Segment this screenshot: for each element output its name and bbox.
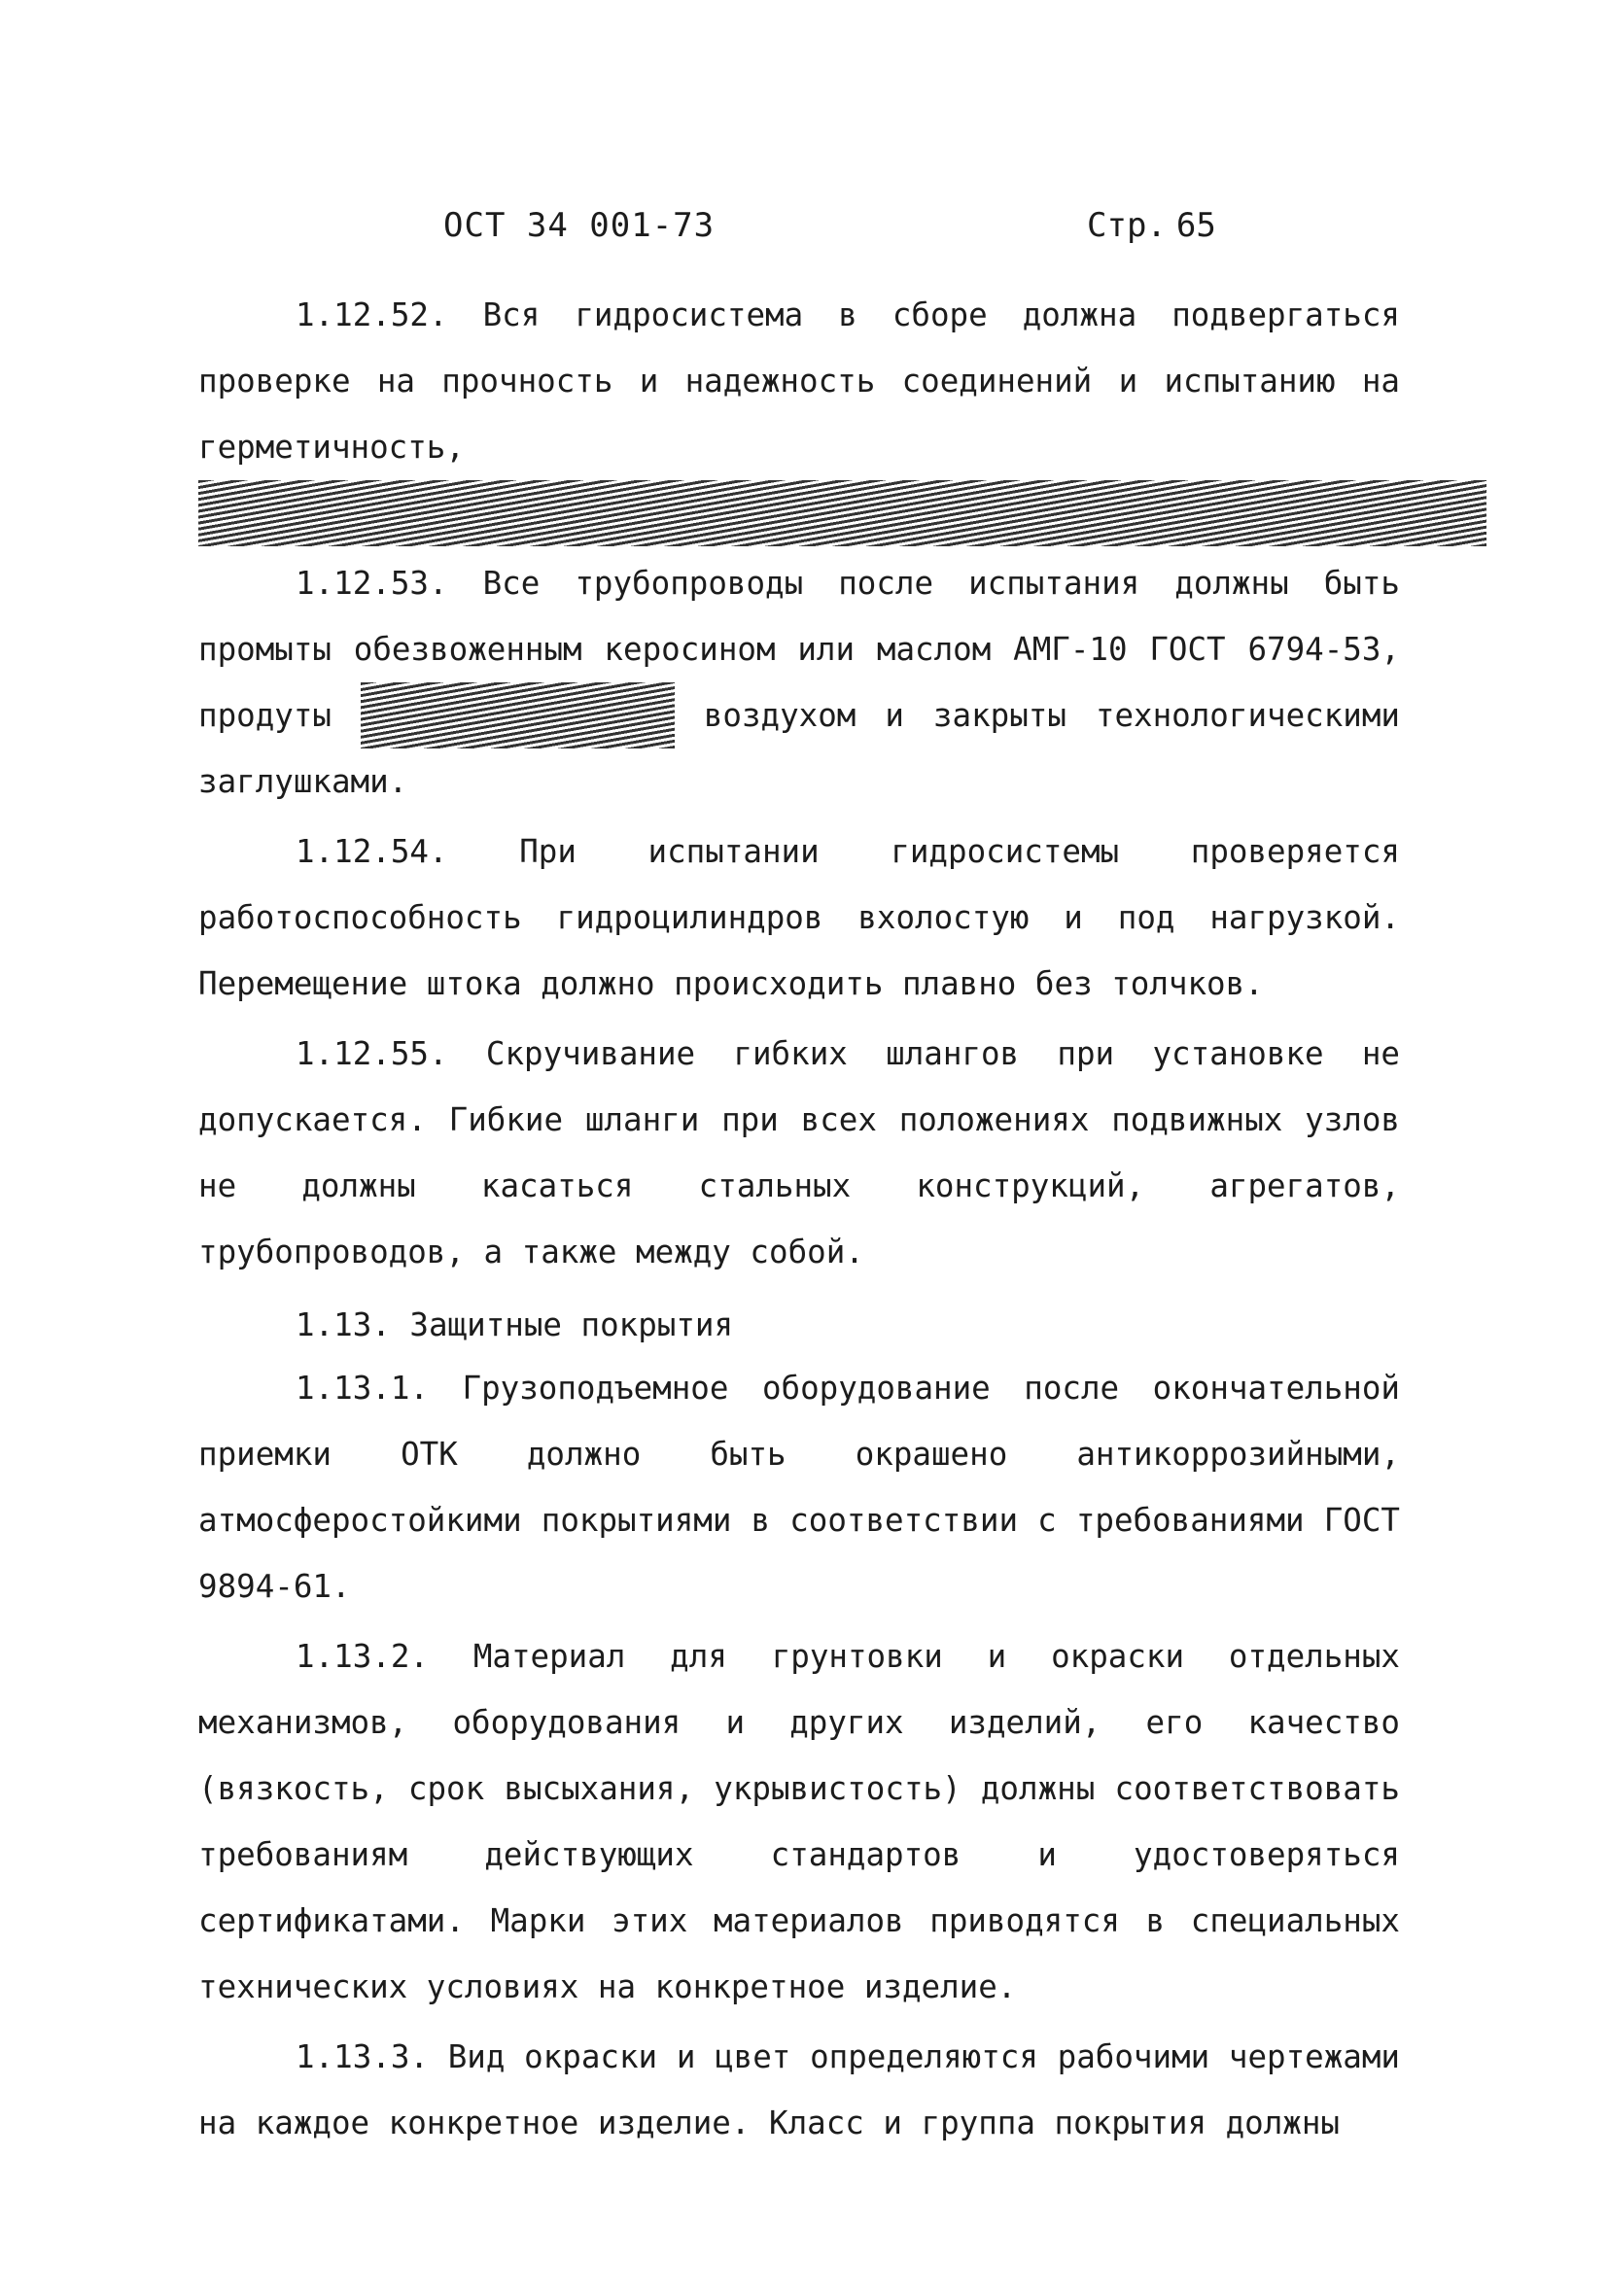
paragraph-number: 1.13.2. xyxy=(296,1638,429,1675)
struck-through-text xyxy=(198,480,1486,546)
document-body xyxy=(198,282,1400,2156)
paragraph-1-13-3 xyxy=(198,2024,1400,2156)
paragraph-1-12-55 xyxy=(198,1021,1400,1285)
page-label: Стр. xyxy=(1087,206,1167,245)
struck-through-text xyxy=(361,682,675,748)
paragraph-text: Скручивание гибких шлангов при установке не допускается. Гибкие шланги при всех положениях подвижных узлов не должны касаться стальных конструкций, агрегатов, трубопроводов, а также между собой. xyxy=(198,1035,1400,1270)
paragraph-number: 1.12.52. xyxy=(296,296,448,333)
page-number-label xyxy=(1087,206,1216,245)
paragraph-text: Вид окраски и цвет определяются рабочими чертежами на каждое конкретное изделие. Класс и группа покрытия должны xyxy=(198,2038,1400,2141)
paragraph-number: 1.12.54. xyxy=(296,833,448,870)
paragraph-text: Все трубопроводы после испытания должны быть промыты обезвоженным керосином или маслом АМГ-10 ГОСТ 6794-53, продуты xyxy=(198,565,1400,734)
section-title: Защитные покрытия xyxy=(409,1306,734,1343)
paragraph-text: Материал для грунтовки и окраски отдельных механизмов, оборудования и других изделий, его качество (вязкость, срок высыхания, укрывистость) должны соответствовать требованиям действующих стандартов и удостоверяться сертификатами. Марки этих материалов приводятся в специальных технических условиях на конкретное изделие. xyxy=(198,1638,1400,2005)
paragraph-text: Грузоподъемное оборудование после окончательной приемки ОТК должно быть окрашено антикоррозийными, атмосферостойкими покрытиями в соответствии с требованиями ГОСТ 9894-61. xyxy=(198,1370,1400,1605)
paragraph-1-12-52 xyxy=(198,282,1400,546)
paragraph-text: При испытании гидросистемы проверяется работоспособность гидроцилиндров вхолостую и под нагрузкой. Перемещение штока должно происходить плавно без толчков. xyxy=(198,833,1400,1002)
paragraph-1-12-53 xyxy=(198,550,1400,815)
paragraph-1-13-1 xyxy=(198,1355,1400,1619)
paragraph-number: 1.12.53. xyxy=(296,565,448,602)
paragraph-number: 1.12.55. xyxy=(296,1035,448,1072)
paragraph-text: Вся гидросистема в сборе должна подвергаться проверке на прочность и надежность соединений и испытанию на герметичность, xyxy=(198,296,1400,466)
document-code: ОСТ 34 001-73 xyxy=(443,206,716,245)
paragraph-1-12-54 xyxy=(198,818,1400,1017)
page-number: 65 xyxy=(1175,206,1216,245)
section-number: 1.13. xyxy=(296,1306,391,1343)
paragraph-number: 1.13.1. xyxy=(296,1370,429,1407)
paragraph-number: 1.13.3. xyxy=(296,2038,429,2075)
section-heading xyxy=(198,1295,1400,1355)
paragraph-text-after: воздухом и закрыты технологическими заглушками. xyxy=(198,697,1400,800)
paragraph-1-13-2 xyxy=(198,1623,1400,2020)
page-header xyxy=(0,206,1608,255)
